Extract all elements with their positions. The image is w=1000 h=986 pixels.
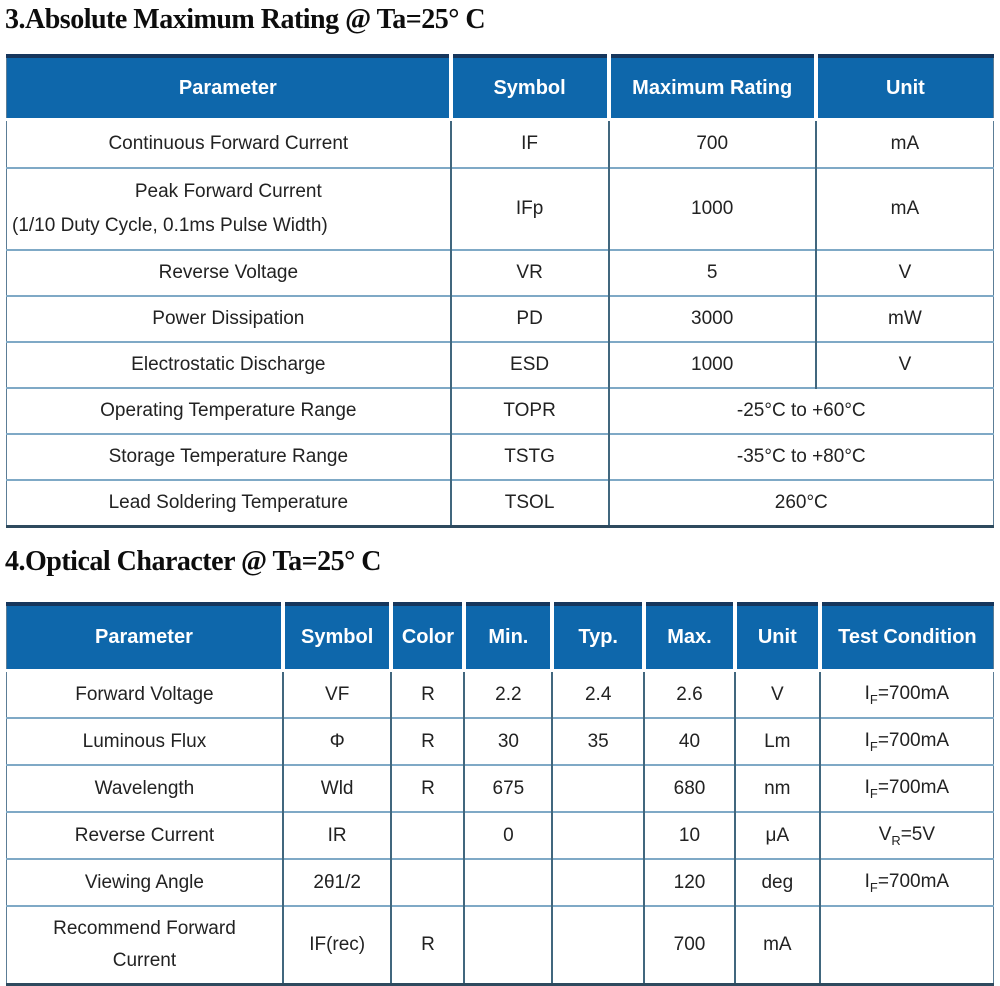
value-cell: 2.2 [464,671,552,719]
parameter-cell [7,906,283,985]
parameter-cell: Lead Soldering Temperature [7,480,451,527]
column-header: Unit [816,56,994,120]
value-cell: 35 [552,718,644,765]
value-cell [552,906,644,985]
column-header: Symbol [283,604,392,671]
value-cell: mA [816,120,994,169]
table-row [7,168,994,250]
table-row [7,388,994,434]
value-cell: Φ [283,718,392,765]
column-header: Typ. [552,604,644,671]
value-cell: TSTG [451,434,609,480]
value-cell: VF [283,671,392,719]
value-cell: IFp [451,168,609,250]
column-header: Unit [735,604,820,671]
value-cell [552,812,644,859]
value-cell: TOPR [451,388,609,434]
value-cell: 30 [464,718,552,765]
value-cell: 1000 [609,342,816,388]
value-cell: R [391,671,464,719]
value-cell: $V_R=5V$ [820,812,994,859]
value-cell: R [391,906,464,985]
table-row [7,765,994,812]
parameter-cell: Operating Temperature Range [7,388,451,434]
table-row [7,434,994,480]
absolute-maximum-rating-table [6,54,994,528]
column-header: Color [391,604,464,671]
value-cell: 1000 [609,168,816,250]
value-cell [464,906,552,985]
value-cell: V [816,342,994,388]
value-cell: -35°C to +80°C [609,434,994,480]
value-cell: $I_F=700mA$ [820,671,994,719]
value-cell: $I_F=700mA$ [820,859,994,906]
parameter-cell: Forward Voltage [75,683,214,705]
value-cell: 3000 [609,296,816,342]
value-cell: 2θ1/2 [283,859,392,906]
value-cell: 5 [609,250,816,296]
value-cell: 700 [644,906,735,985]
value-cell: 10 [644,812,735,859]
value-cell: 680 [644,765,735,812]
value-cell: IF(rec) [283,906,392,985]
value-cell: PD [451,296,609,342]
table-row [7,906,994,985]
value-cell: mA [816,168,994,250]
parameter-cell: Luminous Flux [7,718,283,765]
parameter-cell: Power Dissipation [7,296,451,342]
value-cell: R [391,765,464,812]
value-cell: IR [283,812,392,859]
value-cell: 120 [644,859,735,906]
table-row [7,296,994,342]
value-cell: 40 [644,718,735,765]
table-row [7,718,994,765]
value-cell: ESD [451,342,609,388]
value-cell: mW [816,296,994,342]
header-row [7,604,994,671]
value-cell: 260°C [609,480,994,527]
value-cell: $I_F=700mA$ [820,718,994,765]
value-cell: -25°C to +60°C [609,388,994,434]
value-cell: deg [735,859,820,906]
table-row [7,859,994,906]
text-line: Recommend Forward [53,917,236,939]
parameter-cell: Storage Temperature Range [7,434,451,480]
table-row [7,342,994,388]
column-header: Symbol [451,56,609,120]
value-cell: IF [451,120,609,169]
value-cell: 675 [464,765,552,812]
value-cell: V [735,671,820,719]
table-row [7,480,994,527]
text-line: (1/10 Duty Cycle, 0.1ms Pulse Width) [12,215,328,236]
column-header: Test Condition [820,604,994,671]
value-cell: mA [735,906,820,985]
column-header: Parameter [7,604,283,671]
parameter-cell: Wavelength [7,765,283,812]
table-head [7,604,994,671]
value-cell [391,812,464,859]
column-header: Maximum Rating [609,56,816,120]
multiline-text [9,169,448,249]
value-cell: $I_F=700mA$ [820,765,994,812]
value-cell: TSOL [451,480,609,527]
value-cell [464,859,552,906]
text-line: Current [112,950,177,972]
value-cell: μA [735,812,820,859]
value-cell: 2.6 [644,671,735,719]
parameter-cell: Reverse Voltage [7,250,451,296]
column-header: Max. [644,604,735,671]
value-cell [391,859,464,906]
absolute-maximum-rating-title: 3.Absolute Maximum Rating @ Ta=25° C [5,4,486,35]
table-body [7,671,994,985]
value-cell: 0 [464,812,552,859]
parameter-cell: Reverse Current [7,812,283,859]
parameter-cell [7,168,451,250]
value-cell [820,906,994,985]
parameter-cell: Electrostatic Discharge [7,342,451,388]
table-row [7,120,994,169]
optical-character-title: 4.Optical Character @ Ta=25° C [5,546,382,577]
optical-character-table [6,602,994,986]
value-cell: V [816,250,994,296]
value-cell [552,765,644,812]
multiline-text [9,907,280,983]
value-cell [552,859,644,906]
table-row [7,812,994,859]
column-header: Min. [464,604,552,671]
header-row [7,56,994,120]
table-head [7,56,994,120]
parameter-cell: Viewing Angle [7,859,283,906]
value-cell: VR [451,250,609,296]
table-row [7,250,994,296]
table-row [7,671,994,719]
value-cell: R [391,718,464,765]
value-cell: Lm [735,718,820,765]
column-header: Parameter [7,56,451,120]
value-cell: 2.4 [552,671,644,719]
parameter-cell: Continuous Forward Current [108,133,349,154]
value-cell: 700 [609,120,816,169]
value-cell: Wld [283,765,392,812]
table-body [7,120,994,527]
text-line: Peak Forward Current [134,181,322,202]
value-cell: nm [735,765,820,812]
